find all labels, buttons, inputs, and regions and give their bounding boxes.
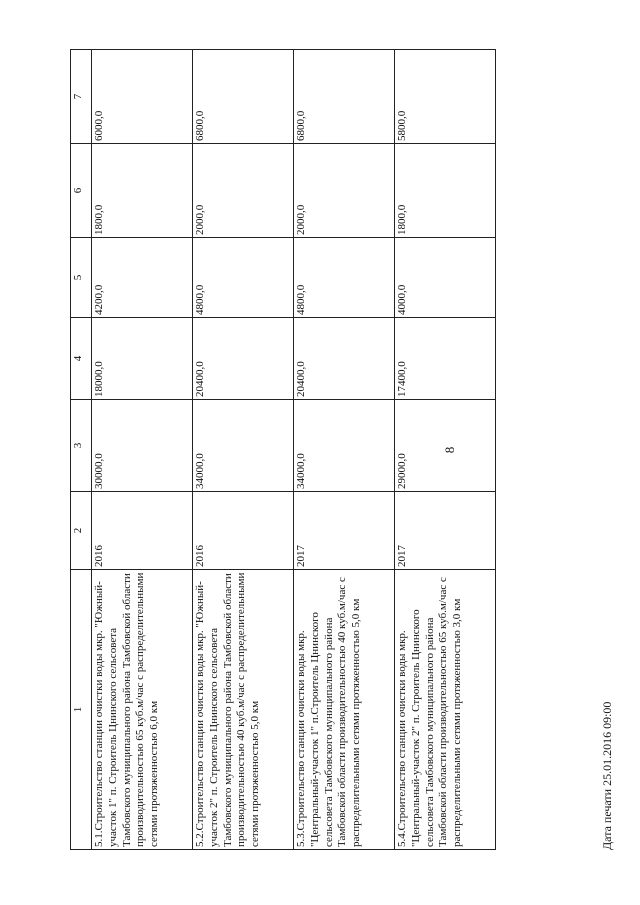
project-year: 2017 — [294, 492, 395, 570]
value-col-6: 1800,0 — [395, 144, 496, 238]
project-description: 5.3.Строительство станции очистки воды мкр. "Центральный-участок 1" п.Строитель Цнинского сельсовета Тамбовского муниципального района Тамбовской области производительностью 40 куб.м/час с распределительными сетями протяженностью 5,0 км — [294, 570, 395, 850]
column-header-1: 1 — [71, 570, 92, 850]
table-header-row — [71, 50, 92, 850]
value-col-7: 5800,0 — [395, 50, 496, 144]
project-year: 2017 — [395, 492, 496, 570]
table-row — [395, 50, 496, 850]
column-header-2: 2 — [71, 492, 92, 570]
page-number: 8 — [442, 446, 457, 454]
project-year: 2016 — [193, 492, 294, 570]
column-header-7: 7 — [71, 50, 92, 144]
column-header-6: 6 — [71, 144, 92, 238]
column-header-3: 3 — [71, 400, 92, 492]
value-col-3: 34000,0 — [193, 400, 294, 492]
value-col-5: 4800,0 — [294, 238, 395, 318]
funding-table — [70, 49, 496, 850]
value-col-3: 30000,0 — [92, 400, 193, 492]
project-description: 5.1.Строительство станции очистки воды мкр. "Южный-участок 1" п. Строитель Цнинского сельсовета Тамбовского муниципального района Тамбовской области производительностью 65 куб.м/час с распределительными сетями протяженностью 6,0 км — [92, 570, 193, 850]
value-col-7: 6800,0 — [294, 50, 395, 144]
value-col-7: 6800,0 — [193, 50, 294, 144]
project-description: 5.4.Строительство станции очистки воды мкр. "Центральный-участок 2" п. Строитель Цнинского сельсовета Тамбовского муниципального района Тамбовской области производительностью 65 куб.м/час с распределительными сетями протяженностью 3,0 км — [395, 570, 496, 850]
table-row — [294, 50, 395, 850]
value-col-4: 17400,0 — [395, 318, 496, 400]
value-col-7: 6000,0 — [92, 50, 193, 144]
project-description: 5.2.Строительство станции очистки воды мкр. "Южный-участок 2" п. Строитель Цнинского сельсовета Тамбовского муниципального района Тамбовской области производительностью 40 куб.м/час с распределительными сетями протяженностью 5,0 км — [193, 570, 294, 850]
column-header-5: 5 — [71, 238, 92, 318]
value-col-6: 2000,0 — [294, 144, 395, 238]
value-col-3: 29000,0 — [395, 400, 496, 492]
value-col-5: 4200,0 — [92, 238, 193, 318]
column-header-4: 4 — [71, 318, 92, 400]
rotated-document-page — [60, 50, 620, 850]
value-col-4: 20400,0 — [294, 318, 395, 400]
value-col-4: 20400,0 — [193, 318, 294, 400]
project-year: 2016 — [92, 492, 193, 570]
value-col-5: 4000,0 — [395, 238, 496, 318]
value-col-5: 4800,0 — [193, 238, 294, 318]
table-row — [92, 50, 193, 850]
print-date: Дата печати 25.01.2016 09:00 — [600, 701, 614, 850]
value-col-4: 18000,0 — [92, 318, 193, 400]
table-row — [193, 50, 294, 850]
value-col-3: 34000,0 — [294, 400, 395, 492]
value-col-6: 2000,0 — [193, 144, 294, 238]
value-col-6: 1800,0 — [92, 144, 193, 238]
